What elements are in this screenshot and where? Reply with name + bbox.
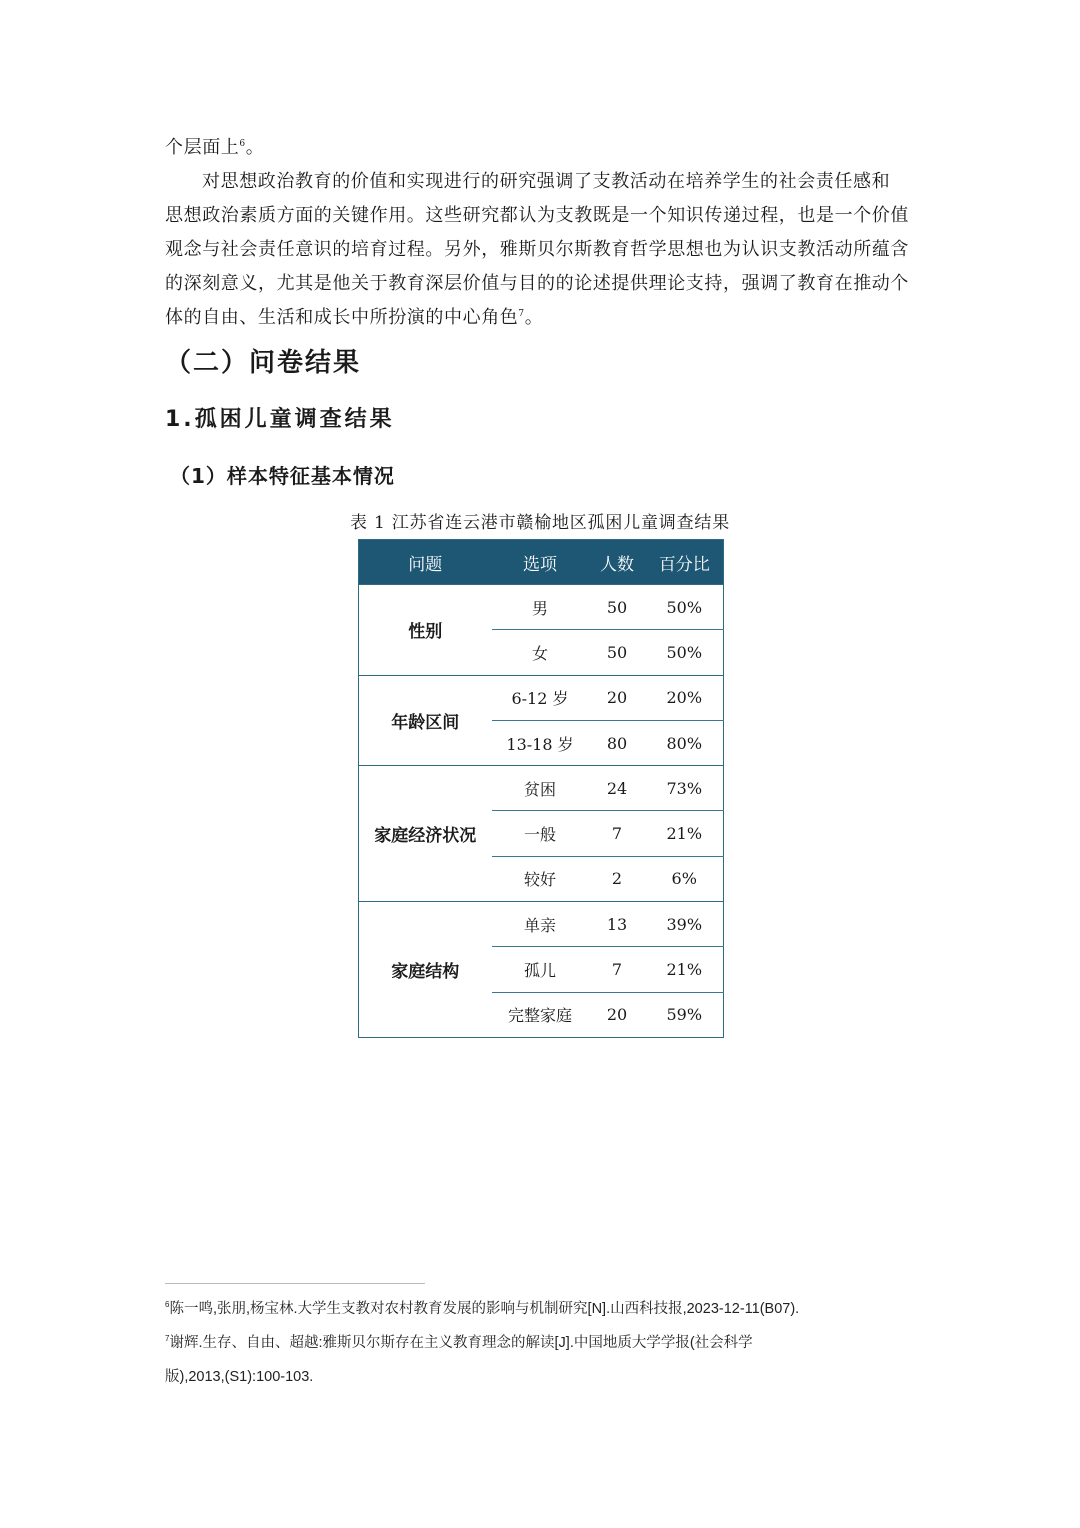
percent-cell: 21% [646, 811, 724, 856]
percent-cell: 50% [646, 585, 724, 630]
text-run: 体的自由、生活和成长中所扮演的中心角色 [165, 307, 519, 328]
footnote-7 [165, 1331, 753, 1352]
paragraph-line [165, 131, 925, 165]
paragraph-line [165, 301, 925, 335]
table-row [359, 585, 724, 630]
header-option: 选项 [492, 540, 589, 585]
text-run: 。 [524, 307, 544, 328]
count-cell: 50 [589, 585, 646, 630]
percent-cell: 59% [646, 992, 724, 1037]
option-cell: 较好 [492, 856, 589, 901]
count-cell: 20 [589, 992, 646, 1037]
question-cell: 年龄区间 [359, 675, 492, 766]
text-run: 。 [245, 137, 265, 158]
percent-cell: 39% [646, 902, 724, 947]
option-cell: 一般 [492, 811, 589, 856]
footnote-number: 7 [165, 1334, 170, 1344]
count-cell: 24 [589, 766, 646, 811]
count-cell: 7 [589, 811, 646, 856]
count-cell: 50 [589, 630, 646, 675]
header-percent: 百分比 [646, 540, 724, 585]
table-row [359, 902, 724, 947]
option-cell: 单亲 [492, 902, 589, 947]
count-cell: 7 [589, 947, 646, 992]
paragraph-line: 对思想政治教育的价值和实现进行的研究强调了支教活动在培养学生的社会责任感和 [202, 171, 891, 192]
percent-cell: 80% [646, 720, 724, 765]
table-row [359, 766, 724, 811]
table-caption: 表 1 江苏省连云港市赣榆地区孤困儿童调查结果 [349, 513, 731, 533]
count-cell: 2 [589, 856, 646, 901]
option-cell: 贫困 [492, 766, 589, 811]
percent-cell: 73% [646, 766, 724, 811]
count-cell: 20 [589, 675, 646, 720]
survey-table [358, 539, 724, 1038]
header-count: 人数 [589, 540, 646, 585]
option-cell: 6-12 岁 [492, 675, 589, 720]
footnote-number: 6 [165, 1300, 170, 1310]
paragraph-line: 的深刻意义，尤其是他关于教育深层价值与目的的论述提供理论支持，强调了教育在推动个 [165, 273, 909, 294]
footnote-text: 陈一鸣,张朋,杨宝林.大学生支教对农村教育发展的影响与机制研究[N].山西科技报,2023-12-11(B07). [169, 1301, 800, 1317]
count-cell: 80 [589, 720, 646, 765]
footnote-7-continued: 版),2013,(S1):100-103. [165, 1369, 314, 1385]
option-cell: 孤儿 [492, 947, 589, 992]
count-cell: 13 [589, 902, 646, 947]
paragraph-line: 思想政治素质方面的关键作用。这些研究都认为支教既是一个知识传递过程，也是一个价值 [165, 205, 909, 226]
text-run: 个层面上 [165, 137, 240, 158]
footnote-ref[interactable]: 7 [518, 309, 525, 319]
option-cell: 完整家庭 [492, 992, 589, 1037]
footnote-text: 谢辉.生存、自由、超越:雅斯贝尔斯存在主义教育理念的解读[J].中国地质大学学报(社会科学 [169, 1335, 753, 1351]
option-cell: 女 [492, 630, 589, 675]
footnote-divider [165, 1283, 425, 1284]
table-header-row [359, 540, 724, 585]
percent-cell: 21% [646, 947, 724, 992]
subsubsection-heading: （1）样本特征基本情况 [170, 464, 395, 488]
subsection-heading: 1.孤困儿童调查结果 [165, 407, 395, 432]
footnote-ref[interactable]: 6 [239, 139, 246, 149]
question-cell: 家庭经济状况 [359, 766, 492, 902]
percent-cell: 50% [646, 630, 724, 675]
question-cell: 家庭结构 [359, 902, 492, 1038]
percent-cell: 20% [646, 675, 724, 720]
table-row [359, 675, 724, 720]
question-cell: 性别 [359, 585, 492, 676]
percent-cell: 6% [646, 856, 724, 901]
section-heading: （二）问卷结果 [165, 348, 362, 378]
option-cell: 13-18 岁 [492, 720, 589, 765]
header-question: 问题 [359, 540, 492, 585]
option-cell: 男 [492, 585, 589, 630]
paragraph-line: 观念与社会责任意识的培育过程。另外，雅斯贝尔斯教育哲学思想也为认识支教活动所蕴含 [165, 239, 909, 260]
footnote-6 [165, 1297, 799, 1318]
